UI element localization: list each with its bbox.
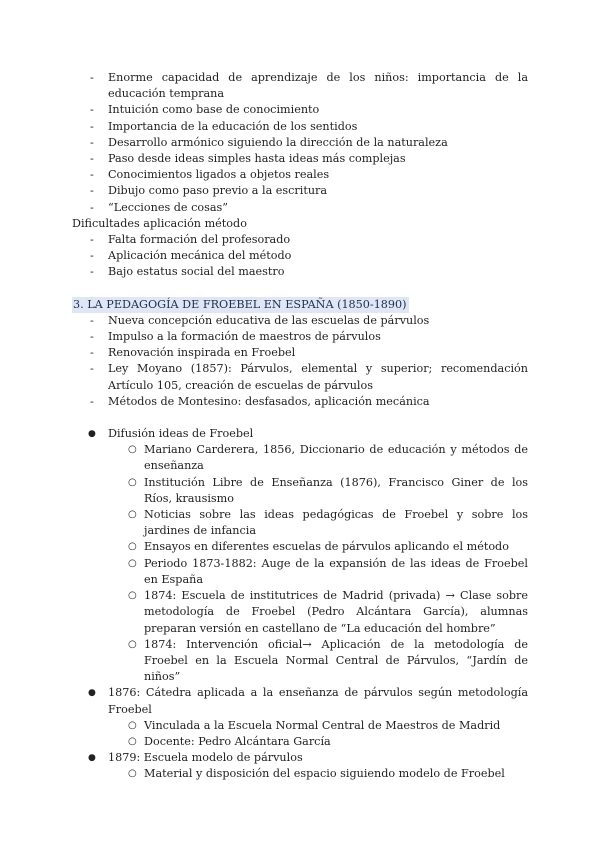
sub-list-item: ○ 1874: Escuela de institutrices de Madrid (privada) → Clase sobre metodología de Froebel (Pedro Alcántara García), alumnas preparan versión en castellano de “La educación del hombre” bbox=[128, 589, 528, 635]
circle-bullet-icon: ○ bbox=[128, 509, 137, 521]
sub-list-item: ○ Mariano Carderera, 1856, Diccionario de educación y métodos de enseñanza bbox=[128, 443, 528, 473]
difficulties-title: Dificultades aplicación método bbox=[72, 216, 247, 230]
sub-list-item: ○ Noticias sobre las ideas pedagógicas de Froebel y sobre los jardines de infancia bbox=[128, 508, 528, 538]
bullet-dot-icon: ● bbox=[88, 429, 96, 440]
bullet-item: ● 1876: Cátedra aplicada a la enseñanza de párvulos según metodología Froebel bbox=[88, 686, 528, 716]
list-item: - Importancia de la educación de los sentidos bbox=[90, 119, 358, 133]
list-item: - Intuición como base de conocimiento bbox=[90, 103, 320, 117]
bullet-item: ● 1879: Escuela modelo de párvulos bbox=[72, 750, 528, 766]
list-item: - Conocimientos ligados a objetos reales bbox=[90, 168, 330, 182]
list-item: - Dibujo como paso previo a la escritura bbox=[90, 184, 328, 198]
list-item: - Renovación inspirada en Froebel bbox=[90, 346, 296, 360]
sub-list-item: ○ Vinculada a la Escuela Normal Central de Maestros de Madrid bbox=[72, 718, 528, 734]
sub-list-item: ○ Institución Libre de Enseñanza (1876), Francisco Giner de los Ríos, krausismo bbox=[128, 475, 528, 505]
circle-bullet-icon: ○ bbox=[128, 590, 137, 602]
section-heading-text: 3. LA PEDAGOGÍA DE FROEBEL EN ESPAÑA (1850-1890) bbox=[72, 297, 409, 313]
bullet-dot-icon: ● bbox=[88, 753, 96, 764]
list-item: - “Lecciones de cosas” bbox=[90, 200, 228, 214]
circle-bullet-icon: ○ bbox=[128, 541, 137, 553]
list-item: - Impulso a la formación de maestros de párvulos bbox=[90, 330, 381, 344]
sub-list-item: ○ Docente: Pedro Alcántara García bbox=[72, 734, 528, 750]
sub-list-item: ○ Periodo 1873-1882: Auge de la expansión de las ideas de Froebel en España bbox=[128, 556, 528, 586]
list-item: - Métodos de Montesino: desfasados, aplicación mecánica bbox=[90, 394, 430, 408]
circle-bullet-icon: ○ bbox=[128, 557, 137, 569]
sub-list-item: ○ Material y disposición del espacio siguiendo modelo de Froebel bbox=[72, 766, 528, 782]
list-item: - Nueva concepción educativa de las escuelas de párvulos bbox=[90, 313, 430, 327]
document-page bbox=[72, 70, 528, 783]
bullet-item: ● Difusión ideas de Froebel bbox=[72, 426, 528, 442]
circle-bullet-icon: ○ bbox=[128, 444, 137, 456]
circle-bullet-icon: ○ bbox=[128, 735, 137, 747]
list-item: - Paso desde ideas simples hasta ideas más complejas bbox=[90, 152, 406, 166]
list-item: - Desarrollo armónico siguiendo la dirección de la naturaleza bbox=[90, 135, 448, 149]
circle-bullet-icon: ○ bbox=[128, 476, 137, 488]
list-item: - Aplicación mecánica del método bbox=[90, 249, 292, 263]
list-item: - Enorme capacidad de aprendizaje de los niños: importancia de la educación temprana bbox=[90, 71, 528, 101]
sub-list-item: ○ Ensayos en diferentes escuelas de párvulos aplicando el método bbox=[72, 539, 528, 555]
list-item: - Ley Moyano (1857): Párvulos, elemental y superior; recomendación Artículo 105, creación de escuelas de párvulos bbox=[90, 362, 528, 392]
list-item: - Bajo estatus social del maestro bbox=[90, 265, 285, 279]
circle-bullet-icon: ○ bbox=[128, 768, 137, 780]
circle-bullet-icon: ○ bbox=[128, 719, 137, 731]
sub-list-item: ○ 1874: Intervención oficial→ Aplicación de la metodología de Froebel en la Escuela Normal Central de Párvulos, “Jardín de niños” bbox=[128, 637, 528, 684]
list-item: - Falta formación del profesorado bbox=[90, 233, 291, 247]
circle-bullet-icon: ○ bbox=[128, 638, 137, 650]
section-heading bbox=[72, 297, 528, 313]
bullet-dot-icon: ● bbox=[88, 688, 96, 699]
